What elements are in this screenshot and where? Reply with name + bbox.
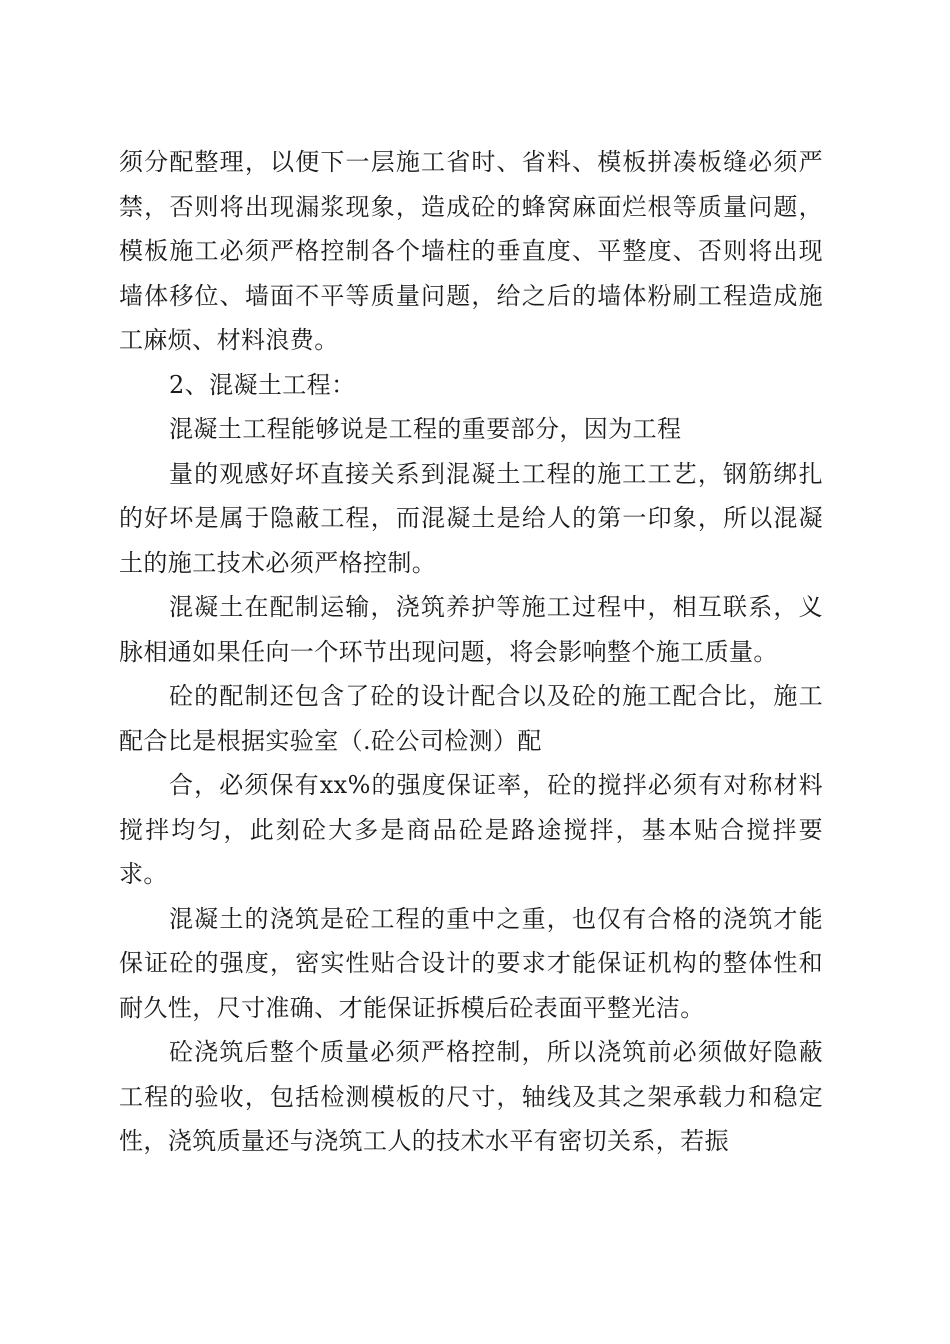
paragraph-concrete-process: 混凝土在配制运输，浇筑养护等施工过程中，相互联系，义脉相通如果任向一个环节出现问题，将会影响整个施工质量。	[119, 593, 823, 666]
paragraph-concrete-intro: 混凝土工程能够说是工程的重要部分，因为工程	[169, 415, 682, 443]
paragraph-mix-design: 砼的配制还包含了砼的设计配合以及砼的施工配合比，施工配合比是根据实验室（.砼公司检测）配	[119, 682, 823, 755]
paragraph-concrete-importance: 量的观感好坏直接关系到混凝土工程的施工工艺，钢筋绑扎的好坏是属于隐蔽工程，而混凝土是给人的第一印象，所以混凝土的施工技术必须严格控制。	[119, 459, 823, 577]
paragraph-quality-control: 砼浇筑后整个质量必须严格控制，所以浇筑前必须做好隐蔽工程的验收，包括检测模板的尺寸，轴线及其之架承载力和稳定性，浇筑质量还与浇筑工人的技术水平有密切关系，若振	[119, 1038, 823, 1155]
document-body	[119, 140, 823, 1164]
paragraph-pouring: 混凝土的浇筑是砼工程的重中之重，也仅有合格的浇筑才能保证砼的强度，密实性贴合设计的要求才能保证机构的整体性和耐久性，尺寸准确、才能保证拆模后砼表面平整光洁。	[119, 904, 823, 1022]
paragraph-formwork-continued: 须分配整理，以便下一层施工省时、省料、模板拼凑板缝必须严禁，否则将出现漏浆现象，造成砼的蜂窝麻面烂根等质量问题，模板施工必须严格控制各个墙柱的垂直度、平整度、否则将出现墙体移位、墙面不平等质量问题，给之后的墙体粉刷工程造成施工麻烦、材料浪费。	[119, 148, 823, 354]
paragraph-mix-strength: 合，必须保有xx%的强度保证率，砼的搅拌必须有对称材料搅拌均匀，此刻砼大多是商品砼是路途搅拌，基本贴合搅拌要求。	[119, 771, 823, 888]
section-heading-concrete: 2、混凝土工程：	[169, 370, 356, 399]
